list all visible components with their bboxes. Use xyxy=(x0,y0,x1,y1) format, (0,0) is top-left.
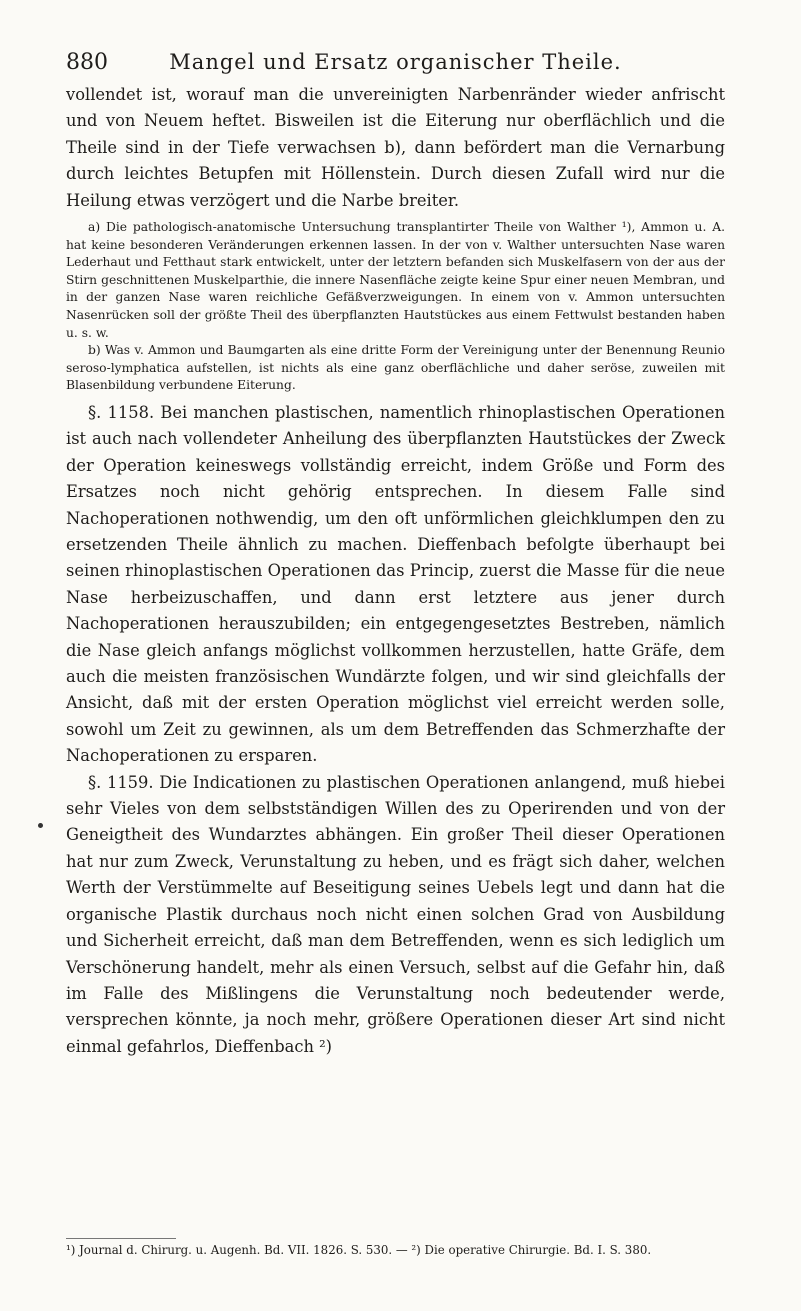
paragraph-continuation: vollendet ist, worauf man die unvereinigten Narbenränder wieder anfrischt und von Neuem heftet. Bisweilen ist die Eiterung nur oberflächlich und die Theile sind in der Tiefe verwachsen b), dann befördert man die Vernarbung durch leichtes Betupfen mit Höllenstein. Durch diesen Zufall wird nur die Heilung etwas verzögert und die Narbe breiter. xyxy=(66,85,725,210)
page-header xyxy=(66,50,725,80)
footnote-rule xyxy=(66,1238,176,1239)
margin-mark xyxy=(38,823,43,828)
note-b: b) Was v. Ammon und Baumgarten als eine dritte Form der Vereinigung unter der Benennung Reunio seroso-lymphatica aufstellen, ist nichts als eine ganz oberflächliche und daher seröse, zuweilen mit Blasenbildung verbundene Eiterung. xyxy=(66,343,725,393)
note-a: a) Die pathologisch-anatomische Untersuchung transplantirter Theile von Walther ¹), Ammon u. A. hat keine besonderen Veränderungen erkennen lassen. In der von v. Walther untersuchten Nase waren Lederhaut und Fetthaut stark entwickelt, unter der letztern befanden sich Muskelfasern von der aus der Stirn geschnittenen Muskelparthie, die innere Nasenfläche zeigte keine Spur einer neuen Membran, und in der ganzen Nase waren reichliche Gefäßverzweigungen. In einem von v. Ammon untersuchten Nasenrücken soll der größte Theil des überpflanzten Hautstückes aus einem Fettwulst bestanden haben u. s. w. xyxy=(66,220,725,340)
page-body xyxy=(66,82,725,1060)
running-head: Mangel und Ersatz organischer Theile. xyxy=(169,50,622,74)
section-1158: §. 1158. Bei manchen plastischen, namentlich rhinoplastischen Operationen ist auch nach vollendeter Anheilung des überpflanzten Hautstückes der Zweck der Operation keineswegs vollständig erreicht, indem Größe und Form des Ersatzes noch nicht gehörig entsprechen. In diesem Falle sind Nachoperationen nothwendig, um den oft unförmlichen gleichklumpen den zu ersetzenden Theile ähnlich zu machen. Dieffenbach befolgte überhaupt bei seinen rhinoplastischen Operationen das Princip, zuerst die Masse für die neue Nase herbeizuschaffen, und dann erst letztere aus jener durch Nachoperationen herauszubilden; ein entgegengesetztes Bestreben, nämlich die Nase gleich anfangs möglichst vollkommen herzustellen, hatte Gräfe, dem auch die meisten französischen Wundärzte folgen, und wir sind gleichfalls der Ansicht, daß mit der ersten Operation möglichst viel erreicht werden solle, sowohl um Zeit zu gewinnen, als um dem Betreffenden das Schmerzhafte der Nachoperationen zu ersparen. xyxy=(66,402,725,766)
page-number: 880 xyxy=(66,50,108,75)
footnote-text: ¹) Journal d. Chirurg. u. Augenh. Bd. VII. 1826. S. 530. — ²) Die operative Chirurgie. Bd. I. S. 380. xyxy=(66,1243,652,1257)
footnotes xyxy=(66,1238,725,1259)
section-1159: §. 1159. Die Indicationen zu plastischen Operationen anlangend, muß hiebei sehr Vieles von dem selbstständigen Willen des zu Operirenden und von der Geneigtheit des Wundarztes abhängen. Ein großer Theil dieser Operationen hat nur zum Zweck, Verunstaltung zu heben, und es frägt sich daher, welchen Werth der Verstümmelte auf Beseitigung seines Uebels legt und dann hat die organische Plastik durchaus noch nicht einen solchen Grad von Ausbildung und Sicherheit erreicht, daß man dem Betreffenden, wenn es sich lediglich um Verschönerung handelt, mehr als einen Versuch, selbst auf die Gefahr hin, daß im Falle des Mißlingens die Verunstaltung noch bedeutender werde, versprechen könnte, ja noch mehr, größere Operationen dieser Art sind nicht einmal gefahrlos, Dieffenbach ²) xyxy=(66,772,725,1056)
